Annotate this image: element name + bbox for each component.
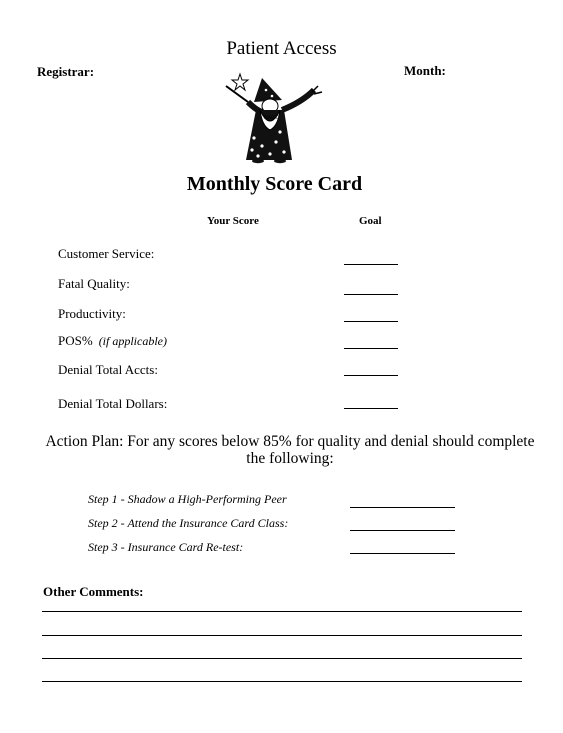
step-line-1[interactable] (350, 507, 455, 508)
page-header-title: Patient Access (226, 38, 337, 59)
goal-line-denial-total-accts[interactable] (344, 375, 398, 376)
step-label-3: Step 3 - Insurance Card Re-test: (88, 540, 244, 554)
wizard-icon (218, 72, 326, 164)
step-label-2: Step 2 - Attend the Insurance Card Class: (88, 516, 289, 530)
column-header-your-score: Your Score (207, 215, 259, 227)
comment-line-4[interactable] (42, 681, 522, 682)
metric-label-denial-total-dollars: Denial Total Dollars: (58, 396, 168, 411)
metric-label-fatal-quality: Fatal Quality: (58, 276, 130, 291)
column-header-goal: Goal (359, 215, 382, 227)
action-plan-text: Action Plan: For any scores below 85% for quality and denial should complete the following: (45, 433, 535, 467)
comment-line-3[interactable] (42, 658, 522, 659)
month-label: Month: (404, 63, 446, 78)
metric-note-pos: (if applicable) (98, 334, 168, 348)
goal-line-fatal-quality[interactable] (344, 294, 398, 295)
page-title: Monthly Score Card (186, 173, 363, 195)
comment-line-2[interactable] (42, 635, 522, 636)
goal-line-productivity[interactable] (344, 321, 398, 322)
comment-line-1[interactable] (42, 611, 522, 612)
wizard-badge: MAGIC (264, 116, 279, 121)
step-line-3[interactable] (350, 553, 455, 554)
goal-line-pos[interactable] (344, 348, 398, 349)
metric-label-denial-total-accts: Denial Total Accts: (58, 362, 158, 377)
other-comments-label: Other Comments: (43, 584, 144, 599)
step-line-2[interactable] (350, 530, 455, 531)
metric-label-customer-service: Customer Service: (58, 246, 155, 261)
metric-label-productivity: Productivity: (58, 306, 126, 321)
metric-label-pos: POS% (if applicable) (58, 333, 168, 348)
registrar-label: Registrar: (37, 64, 95, 79)
goal-line-customer-service[interactable] (344, 264, 398, 265)
step-label-1: Step 1 - Shadow a High-Performing Peer (88, 492, 287, 506)
goal-line-denial-total-dollars[interactable] (344, 408, 398, 409)
